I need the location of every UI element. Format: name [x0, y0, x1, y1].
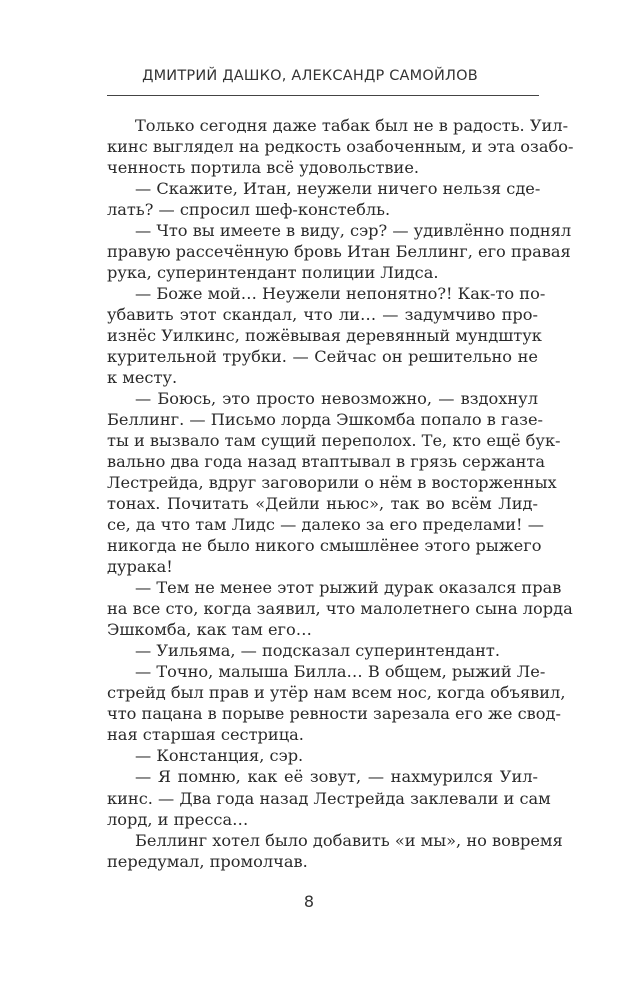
text-line: се, да что там Лидс — далеко за его пределами! — — [107, 515, 544, 535]
text-line: изнёс Уилкинс, пожёвывая деревянный мундштук — [107, 326, 542, 346]
text-line: никогда не было никого смышлёнее этого рыжего — [107, 536, 542, 556]
text-line: стрейд был прав и утёр нам всем нос, когда объявил, — [107, 683, 566, 703]
text-line: Лестрейда, вдруг заговорили о нём в восторженных — [107, 473, 557, 493]
text-line: дурака! — [107, 557, 173, 577]
text-line: — Тем не менее этот рыжий дурак оказался прав — [135, 578, 562, 598]
text-line: правую рассечённую бровь Итан Беллинг, его правая — [107, 242, 571, 262]
text-line: ченность портила всё удовольствие. — [107, 158, 420, 178]
page-number: 8 — [303, 892, 315, 911]
text-line: Беллинг. — Письмо лорда Эшкомба попало в газе- — [107, 410, 543, 430]
text-line: курительной трубки. — Сейчас он решительно не — [107, 347, 538, 367]
text-line: — Боже мой… Неужели непонятно?! Как-то по- — [135, 284, 546, 304]
text-line: — Уильяма, — подсказал суперинтендант. — [135, 641, 500, 661]
text-line: кинс. — Два года назад Лестрейда заклевали и сам — [107, 788, 551, 808]
running-header: ДМИТРИЙ ДАШКО, АЛЕКСАНДР САМОЙЛОВ — [142, 68, 478, 84]
text-line: ная старшая сестрица. — [107, 725, 304, 745]
text-line: передумал, промолчав. — [107, 851, 308, 871]
text-line: — Точно, малыша Билла… В общем, рыжий Ле- — [135, 662, 546, 682]
text-line: тонах. Почитать «Дейли ньюс», так во всём Лид- — [107, 494, 538, 514]
text-line: Беллинг хотел было добавить «и мы», но вовремя — [135, 830, 563, 850]
text-line: вально два года назад втаптывал в грязь сержанта — [107, 452, 546, 472]
page-body-text — [107, 115, 574, 872]
text-line: лорд, и пресса… — [107, 809, 249, 829]
text-line: что пацана в порыве ревности зарезала его же свод- — [107, 704, 561, 724]
text-line: к месту. — [107, 368, 178, 388]
text-line: лать? — спросил шеф-констебль. — [107, 200, 391, 220]
text-line: — Что вы имеете в виду, сэр? — удивлённо поднял — [135, 221, 572, 241]
text-line: — Скажите, Итан, неужели ничего нельзя сде- — [135, 179, 541, 199]
text-line: — Констанция, сэр. — [135, 746, 304, 766]
text-line: на все сто, когда заявил, что малолетнего сына лорда — [107, 599, 573, 619]
header-divider — [107, 95, 539, 96]
text-line: Только сегодня даже табак был не в радость. Уил- — [135, 116, 569, 135]
text-line: кинс выглядел на редкость озабоченным, и эта озабо- — [107, 137, 574, 157]
text-line: ты и вызвало там сущий переполох. Те, кто ещё бук- — [107, 431, 561, 451]
text-line: — Я помню, как её зовут, — нахмурился Уил- — [135, 767, 538, 787]
text-line: — Боюсь, это просто невозможно, — вздохнул — [135, 389, 538, 409]
text-line: Эшкомба, как там его… — [107, 620, 312, 640]
text-line: убавить этот скандал, что ли… — задумчиво про- — [107, 305, 538, 325]
text-line: рука, суперинтендант полиции Лидса. — [107, 263, 439, 283]
